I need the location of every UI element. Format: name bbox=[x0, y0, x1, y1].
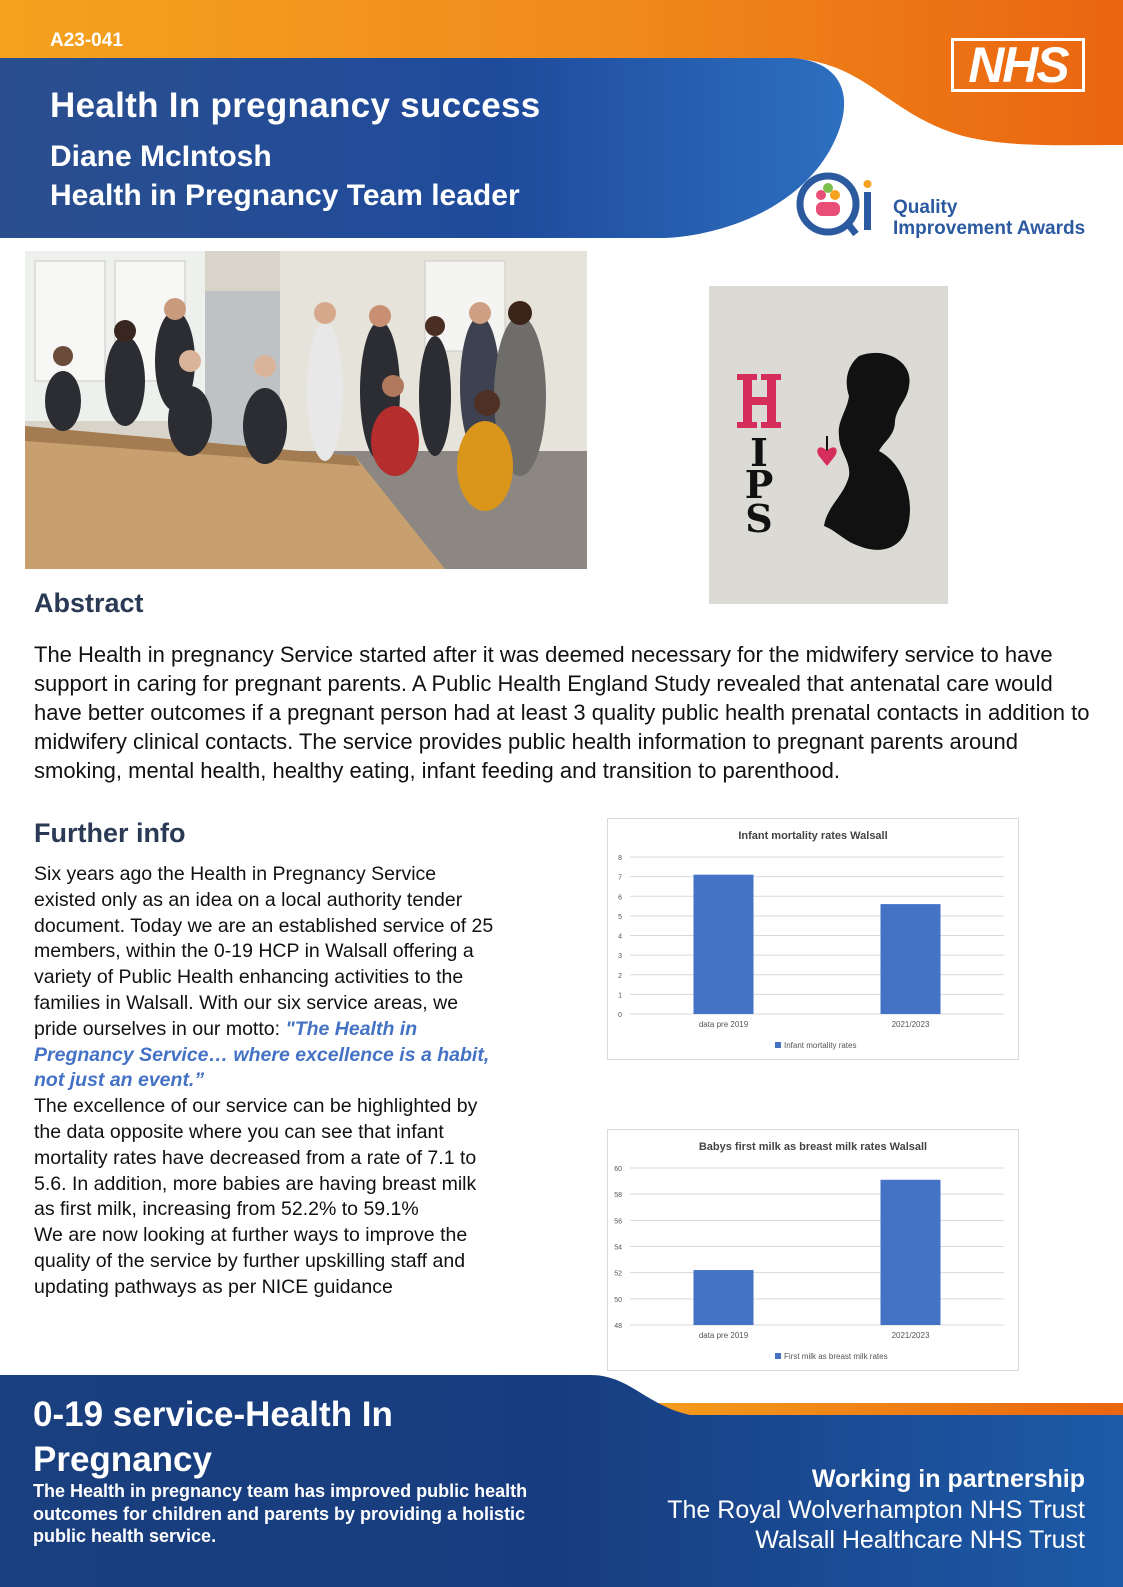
chart-title: Infant mortality rates Walsall bbox=[738, 830, 888, 842]
y-tick-label: 8 bbox=[618, 855, 622, 862]
further-info-para-3: We are now looking at further ways to improve the quality of the service by further upskilling staff and updating pathways as per NICE guidance bbox=[34, 1224, 468, 1298]
poster-title: Health In pregnancy success bbox=[50, 86, 541, 125]
poster-id: A23-041 bbox=[50, 30, 123, 51]
bar-1 bbox=[881, 904, 941, 1014]
x-tick-label: 2021/2023 bbox=[891, 1331, 930, 1340]
partner-walsall: Walsall Healthcare NHS Trust bbox=[755, 1526, 1085, 1554]
y-tick-label: 60 bbox=[614, 1166, 622, 1173]
qi-text-line-2: Improvement Awards bbox=[893, 218, 1086, 239]
y-tick-label: 7 bbox=[618, 874, 622, 882]
y-tick-label: 56 bbox=[614, 1218, 622, 1226]
further-info-text bbox=[34, 862, 494, 1301]
further-info-para-2: The excellence of our service can be highlighted by the data opposite where you can see that infant mortality rates have decreased from a rate of 7.1 to 5.6. In addition, more babies are having breast milk as first milk, increasing from 52.2% to 59.1% bbox=[34, 1095, 478, 1221]
y-tick-label: 3 bbox=[618, 953, 622, 961]
nhs-logo: NHS bbox=[951, 38, 1085, 92]
y-tick-label: 50 bbox=[614, 1296, 622, 1304]
further-info-para-1: Six years ago the Health in Pregnancy Service existed only as an idea on a local authority tender document. Today we are an established service of 25 members, within the 0-19 HCP in Walsall offering a variety of Public Health enhancing activities to the families in Walsall. With our six service areas, we pride ourselves in our motto: bbox=[34, 863, 494, 1040]
svg-text:S: S bbox=[745, 496, 773, 541]
service-motto: "The Health in Pregnancy Service… where excellence is a habit, not just an event.” bbox=[34, 1017, 490, 1092]
svg-text:P: P bbox=[744, 462, 774, 507]
y-tick-label: 1 bbox=[618, 992, 622, 1000]
bar-1 bbox=[881, 1180, 941, 1325]
bar-0 bbox=[694, 875, 754, 1014]
abstract-heading: Abstract bbox=[34, 588, 144, 618]
footer-description: The Health in pregnancy team has improved public health outcomes for children and parents by providing a holistic public health service. bbox=[33, 1481, 528, 1546]
breast-milk-chart-svg bbox=[608, 1130, 1018, 1370]
x-tick-label: data pre 2019 bbox=[698, 1331, 749, 1340]
y-tick-label: 48 bbox=[614, 1323, 622, 1330]
hips-logo bbox=[709, 286, 948, 604]
svg-text:I: I bbox=[750, 430, 768, 475]
infant-mortality-chart-svg bbox=[608, 819, 1018, 1059]
y-tick-label: 4 bbox=[618, 933, 622, 941]
legend-label: First milk as breast milk rates bbox=[784, 1352, 888, 1361]
partnership-heading: Working in partnership bbox=[811, 1465, 1085, 1493]
y-tick-label: 2 bbox=[618, 972, 622, 980]
y-tick-label: 58 bbox=[614, 1192, 622, 1200]
qi-awards-icon bbox=[796, 170, 876, 240]
y-tick-label: 0 bbox=[618, 1012, 622, 1019]
author-role: Health in Pregnancy Team leader bbox=[50, 179, 520, 212]
legend-swatch bbox=[775, 1042, 781, 1048]
legend-label: Infant mortality rates bbox=[784, 1041, 857, 1050]
team-photo bbox=[25, 251, 587, 569]
author-name: Diane McIntosh bbox=[50, 140, 272, 173]
legend-swatch bbox=[775, 1353, 781, 1359]
infant-mortality-chart bbox=[607, 818, 1019, 1060]
bar-0 bbox=[694, 1270, 754, 1325]
x-tick-label: 2021/2023 bbox=[891, 1020, 930, 1029]
qi-text-line-1: Quality bbox=[893, 197, 958, 218]
y-tick-label: 54 bbox=[614, 1244, 622, 1252]
chart-title: Babys first milk as breast milk rates Walsall bbox=[698, 1141, 928, 1153]
y-tick-label: 5 bbox=[618, 913, 622, 921]
breast-milk-chart bbox=[607, 1129, 1019, 1371]
qi-awards-text bbox=[893, 197, 1085, 239]
x-tick-label: data pre 2019 bbox=[698, 1020, 749, 1029]
y-tick-label: 6 bbox=[618, 894, 622, 902]
further-info-heading: Further info bbox=[34, 818, 186, 848]
abstract-text: The Health in pregnancy Service started after it was deemed necessary for the midwifery service to have support in caring for pregnant parents. A Public Health England Study revealed that antenatal care would have better outcomes if a pregnant person had at least 3 quality public health prenatal contacts in addition to midwifery clinical contacts. The service provides public health information to pregnant parents around smoking, mental health, healthy eating, infant feeding and transition to parenthood. bbox=[34, 642, 1090, 783]
partner-wolverhampton: The Royal Wolverhampton NHS Trust bbox=[667, 1496, 1085, 1524]
footer-title: 0-19 service-Health In Pregnancy bbox=[33, 1395, 393, 1479]
y-tick-label: 52 bbox=[614, 1270, 622, 1278]
